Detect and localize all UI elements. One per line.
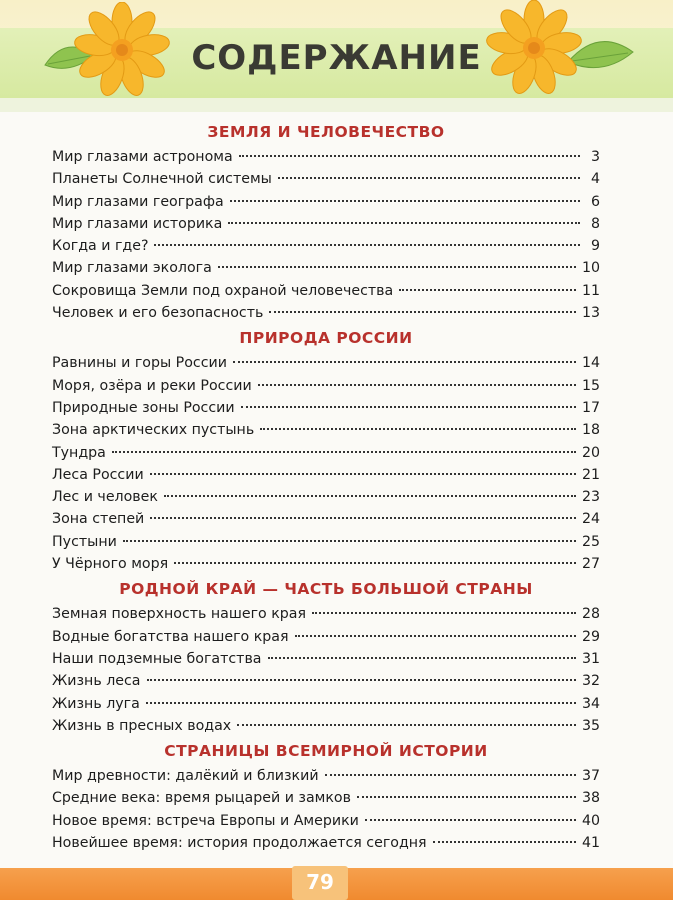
toc-entry[interactable] — [52, 191, 600, 213]
dot-leader — [228, 222, 580, 224]
dot-leader — [154, 244, 580, 246]
dot-leader — [268, 657, 576, 659]
toc-entry[interactable] — [52, 397, 600, 419]
toc-entry[interactable] — [52, 146, 600, 168]
entry-page: 9 — [590, 238, 600, 255]
dot-leader — [325, 774, 576, 776]
entry-page: 24 — [581, 511, 600, 528]
entry-page: 10 — [581, 260, 600, 277]
entry-title: Природные зоны России — [52, 399, 235, 416]
toc-entry[interactable] — [52, 508, 600, 530]
entry-page: 11 — [581, 282, 600, 299]
entry-title: Мир древности: далёкий и близкий — [52, 768, 319, 785]
toc-entry[interactable] — [52, 670, 600, 692]
toc-entry[interactable] — [52, 603, 600, 625]
dot-leader — [312, 612, 576, 614]
dot-leader — [147, 679, 576, 681]
entry-page: 4 — [590, 171, 600, 188]
dot-leader — [239, 155, 580, 157]
entry-page: 27 — [581, 556, 600, 573]
entry-title: Наши подземные богатства — [52, 650, 262, 667]
dot-leader — [278, 177, 580, 179]
toc-entry[interactable] — [52, 832, 600, 854]
entry-title: Новейшее время: история продолжается сегодня — [52, 835, 427, 852]
entry-title: Равнины и горы России — [52, 355, 227, 372]
dot-leader — [295, 635, 576, 637]
entry-page: 40 — [581, 812, 600, 829]
entry-page: 21 — [581, 466, 600, 483]
toc-entry[interactable] — [52, 442, 600, 464]
toc-section — [52, 119, 600, 324]
dot-leader — [123, 540, 576, 542]
entry-title: Пустыни — [52, 533, 117, 550]
toc-entry[interactable] — [52, 213, 600, 235]
entry-page: 25 — [581, 533, 600, 550]
entry-page: 32 — [581, 673, 600, 690]
entry-title: Моря, озёра и реки России — [52, 377, 252, 394]
entry-title: Средние века: время рыцарей и замков — [52, 790, 351, 807]
entry-title: Зона степей — [52, 511, 145, 528]
entry-title: Леса России — [52, 466, 144, 483]
dot-leader — [218, 266, 576, 268]
entry-title: Когда и где? — [52, 238, 149, 255]
section-title: ПРИРОДА РОССИИ — [239, 329, 413, 348]
toc-entry[interactable] — [52, 352, 600, 374]
table-of-contents — [52, 118, 600, 854]
dot-leader — [174, 562, 576, 564]
toc-entry[interactable] — [52, 464, 600, 486]
entry-page: 14 — [581, 355, 600, 372]
dot-leader — [433, 841, 576, 843]
entry-page: 20 — [581, 444, 600, 461]
entry-title: Планеты Солнечной системы — [52, 171, 272, 188]
entry-page: 29 — [581, 628, 600, 645]
entry-title: У Чёрного моря — [52, 556, 169, 573]
entry-title: Водные богатства нашего края — [52, 628, 289, 645]
entry-page: 3 — [590, 149, 600, 165]
entry-page: 8 — [590, 215, 600, 232]
page-title: СОДЕРЖАНИЕ — [191, 38, 482, 78]
dot-leader — [241, 406, 576, 408]
entry-page: 13 — [581, 305, 600, 322]
section-title: РОДНОЙ КРАЙ — ЧАСТЬ БОЛЬШОЙ СТРАНЫ — [119, 580, 533, 599]
dot-leader — [357, 796, 576, 798]
entry-title: Мир глазами астронома — [52, 149, 233, 165]
dot-leader — [150, 517, 576, 519]
entry-page: 31 — [581, 650, 600, 667]
toc-entry[interactable] — [52, 787, 600, 809]
toc-entry[interactable] — [52, 810, 600, 832]
toc-entry[interactable] — [52, 375, 600, 397]
entry-title: Тундра — [52, 444, 106, 461]
toc-section — [52, 325, 600, 575]
entry-title: Сокровища Земли под охраной человечества — [52, 282, 394, 299]
toc-entry[interactable] — [52, 693, 600, 715]
entry-page: 23 — [581, 489, 600, 506]
entry-title: Мир глазами географа — [52, 193, 224, 210]
entry-page: 6 — [590, 193, 600, 210]
dot-leader — [399, 289, 576, 291]
entry-title: Жизнь луга — [52, 695, 140, 712]
entry-page: 28 — [581, 606, 600, 623]
dot-leader — [112, 451, 576, 453]
toc-entry[interactable] — [52, 648, 600, 670]
entry-title: Мир глазами историка — [52, 215, 223, 232]
page-number: 79 — [306, 870, 334, 894]
entry-title: Лес и человек — [52, 489, 158, 506]
toc-entry[interactable] — [52, 765, 600, 787]
dot-leader — [233, 361, 576, 363]
toc-entry[interactable] — [52, 168, 600, 190]
entry-title: Жизнь леса — [52, 673, 141, 690]
toc-entry[interactable] — [52, 280, 600, 302]
toc-section — [52, 738, 600, 854]
entry-title: Земная поверхность нашего края — [52, 606, 307, 623]
dot-leader — [150, 473, 576, 475]
entry-title: Человек и его безопасность — [52, 305, 264, 322]
entry-title: Новое время: встреча Европы и Америки — [52, 812, 359, 829]
dot-leader — [164, 495, 576, 497]
entry-page: 34 — [581, 695, 600, 712]
entry-page: 37 — [581, 768, 600, 785]
toc-entry[interactable] — [52, 715, 600, 737]
toc-entry[interactable] — [52, 419, 600, 441]
entry-page: 35 — [581, 717, 600, 734]
toc-entry[interactable] — [52, 553, 600, 575]
entry-title: Мир глазами эколога — [52, 260, 212, 277]
dot-leader — [365, 819, 576, 821]
entry-page: 38 — [581, 790, 600, 807]
entry-title: Жизнь в пресных водах — [52, 717, 232, 734]
entry-page: 18 — [581, 422, 600, 439]
entry-page: 41 — [581, 835, 600, 852]
dot-leader — [230, 200, 580, 202]
toc-entry[interactable] — [52, 531, 600, 553]
dot-leader — [146, 702, 576, 704]
toc-entry[interactable] — [52, 486, 600, 508]
header-bottom-strip — [0, 98, 673, 112]
toc-entry[interactable] — [52, 257, 600, 279]
toc-section — [52, 576, 600, 737]
toc-entry[interactable] — [52, 302, 600, 324]
dot-leader — [269, 311, 576, 313]
section-title: ЗЕМЛЯ И ЧЕЛОВЕЧЕСТВО — [207, 123, 445, 141]
section-title: СТРАНИЦЫ ВСЕМИРНОЙ ИСТОРИИ — [164, 742, 488, 761]
dot-leader — [237, 724, 576, 726]
dot-leader — [260, 428, 576, 430]
entry-page: 15 — [581, 377, 600, 394]
entry-page: 17 — [581, 399, 600, 416]
toc-entry[interactable] — [52, 235, 600, 257]
toc-entry[interactable] — [52, 626, 600, 648]
dot-leader — [258, 384, 576, 386]
entry-title: Зона арктических пустынь — [52, 422, 255, 439]
